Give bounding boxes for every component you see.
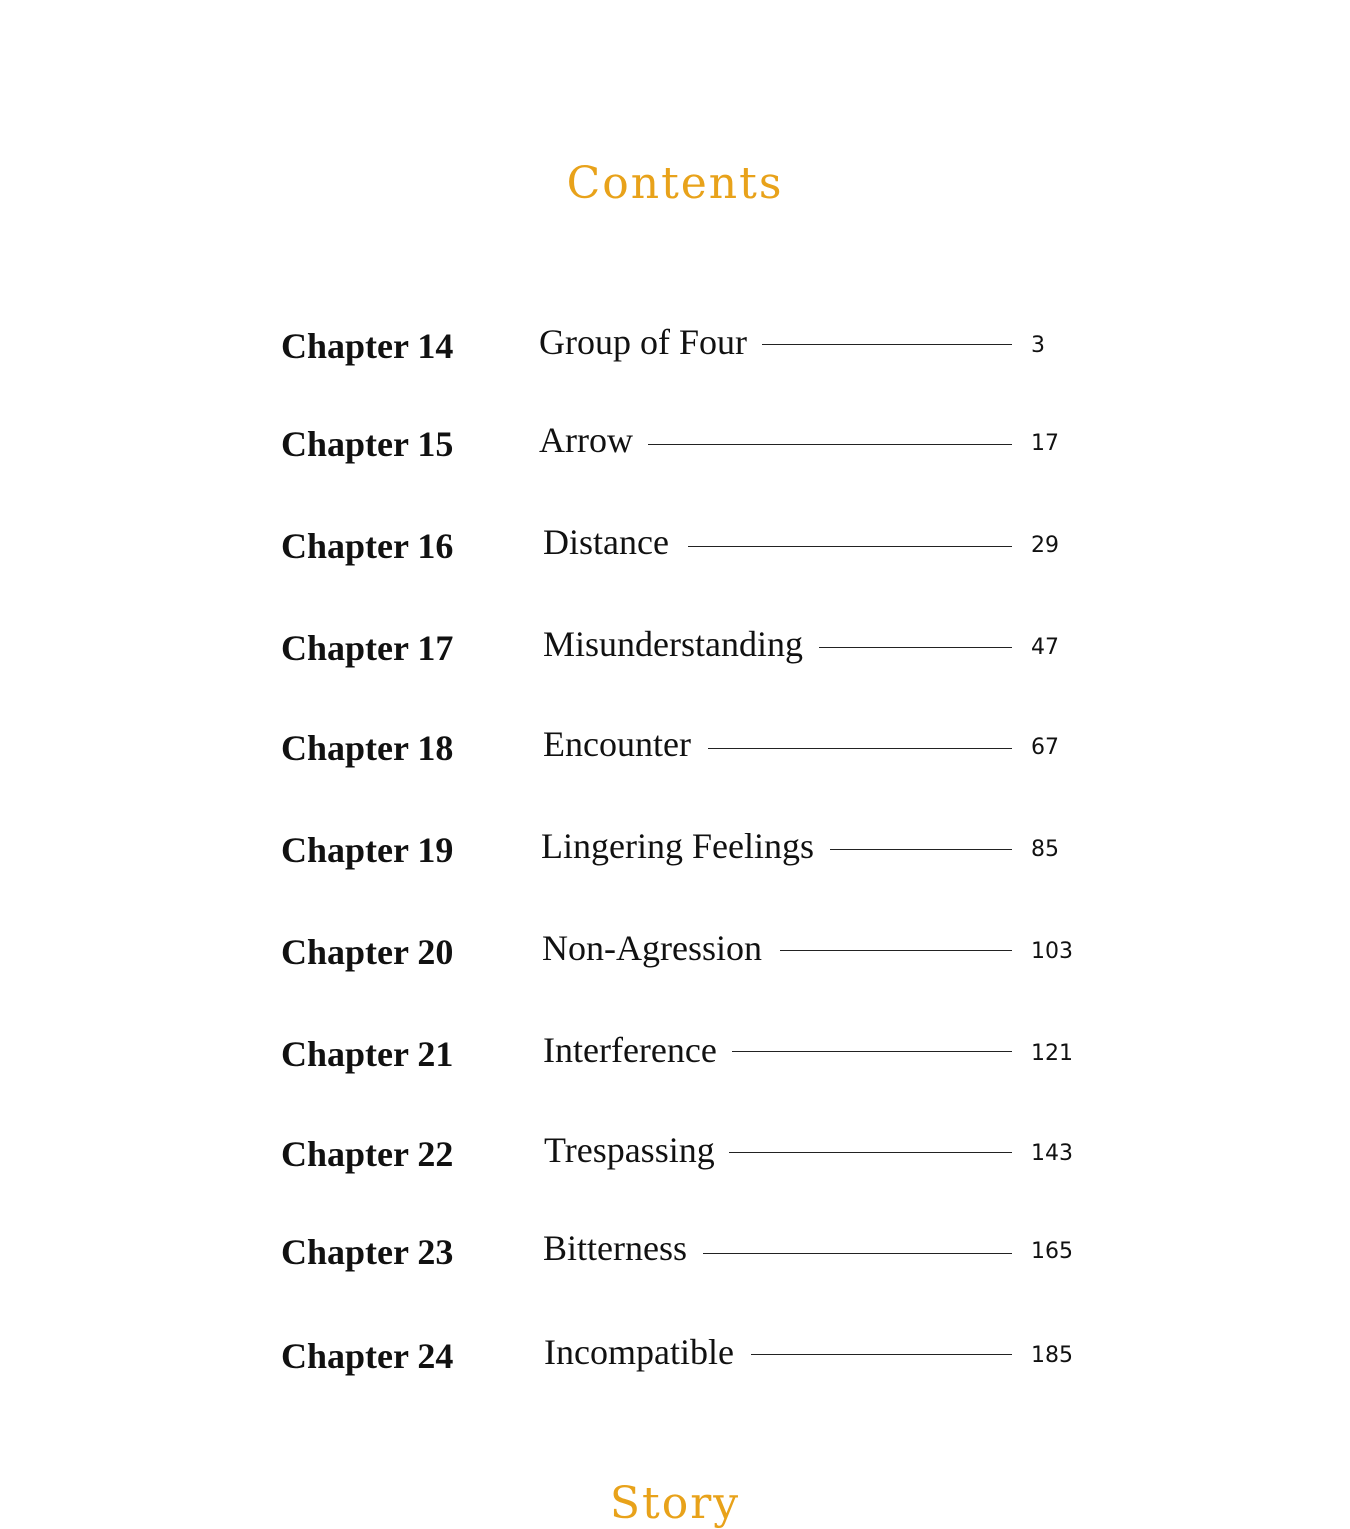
story-heading: Story	[609, 1478, 741, 1529]
chapter-label: Chapter 24	[281, 1336, 454, 1376]
chapter-title: Encounter	[543, 724, 691, 764]
chapter-label: Chapter 14	[281, 326, 454, 366]
chapter-title: Trespassing	[544, 1130, 715, 1170]
chapter-label: Chapter 15	[281, 424, 454, 464]
page-number: 3	[1031, 333, 1045, 358]
toc-entry[interactable]	[0, 1332, 1350, 1396]
chapter-title: Incompatible	[544, 1332, 734, 1372]
leader-line	[830, 849, 1012, 850]
chapter-label: Chapter 23	[281, 1232, 454, 1272]
chapter-label: Chapter 20	[281, 932, 454, 972]
chapter-label: Chapter 21	[281, 1034, 454, 1074]
toc-entry[interactable]	[0, 1228, 1350, 1292]
page-number: 85	[1031, 837, 1059, 862]
chapter-title: Arrow	[539, 420, 633, 460]
page-number: 47	[1031, 635, 1059, 660]
contents-heading: Contents	[566, 158, 784, 209]
toc-entry[interactable]	[0, 322, 1350, 386]
toc-entry[interactable]	[0, 1130, 1350, 1194]
toc-entry[interactable]	[0, 420, 1350, 484]
leader-line	[703, 1253, 1012, 1254]
leader-line	[819, 647, 1012, 648]
leader-line	[732, 1051, 1012, 1052]
toc-entry[interactable]	[0, 522, 1350, 586]
toc-entry[interactable]	[0, 624, 1350, 688]
chapter-label: Chapter 17	[281, 628, 454, 668]
leader-line	[648, 444, 1012, 445]
page-number: 67	[1031, 735, 1059, 760]
chapter-label: Chapter 16	[281, 526, 454, 566]
chapter-label: Chapter 22	[281, 1134, 454, 1174]
leader-line	[751, 1354, 1012, 1355]
page-number: 103	[1031, 939, 1073, 964]
page-number: 185	[1031, 1343, 1073, 1368]
page-number: 143	[1031, 1141, 1073, 1166]
page-number: 29	[1031, 533, 1059, 558]
chapter-label: Chapter 19	[281, 830, 454, 870]
chapter-title: Misunderstanding	[543, 624, 803, 664]
chapter-title: Bitterness	[543, 1228, 687, 1268]
leader-line	[688, 546, 1012, 547]
toc-entry[interactable]	[0, 826, 1350, 890]
page-number: 165	[1031, 1239, 1073, 1264]
page-number: 121	[1031, 1041, 1073, 1066]
leader-line	[708, 748, 1012, 749]
chapter-title: Interference	[543, 1030, 717, 1070]
chapter-title: Lingering Feelings	[541, 826, 814, 866]
leader-line	[729, 1152, 1012, 1153]
toc-entry[interactable]	[0, 724, 1350, 788]
chapter-title: Group of Four	[539, 322, 747, 362]
leader-line	[762, 344, 1012, 345]
chapter-title: Non-Agression	[542, 928, 762, 968]
chapter-label: Chapter 18	[281, 728, 454, 768]
toc-entry[interactable]	[0, 1030, 1350, 1094]
chapter-title: Distance	[543, 522, 669, 562]
toc-entry[interactable]	[0, 928, 1350, 992]
page-number: 17	[1031, 431, 1059, 456]
leader-line	[780, 950, 1012, 951]
